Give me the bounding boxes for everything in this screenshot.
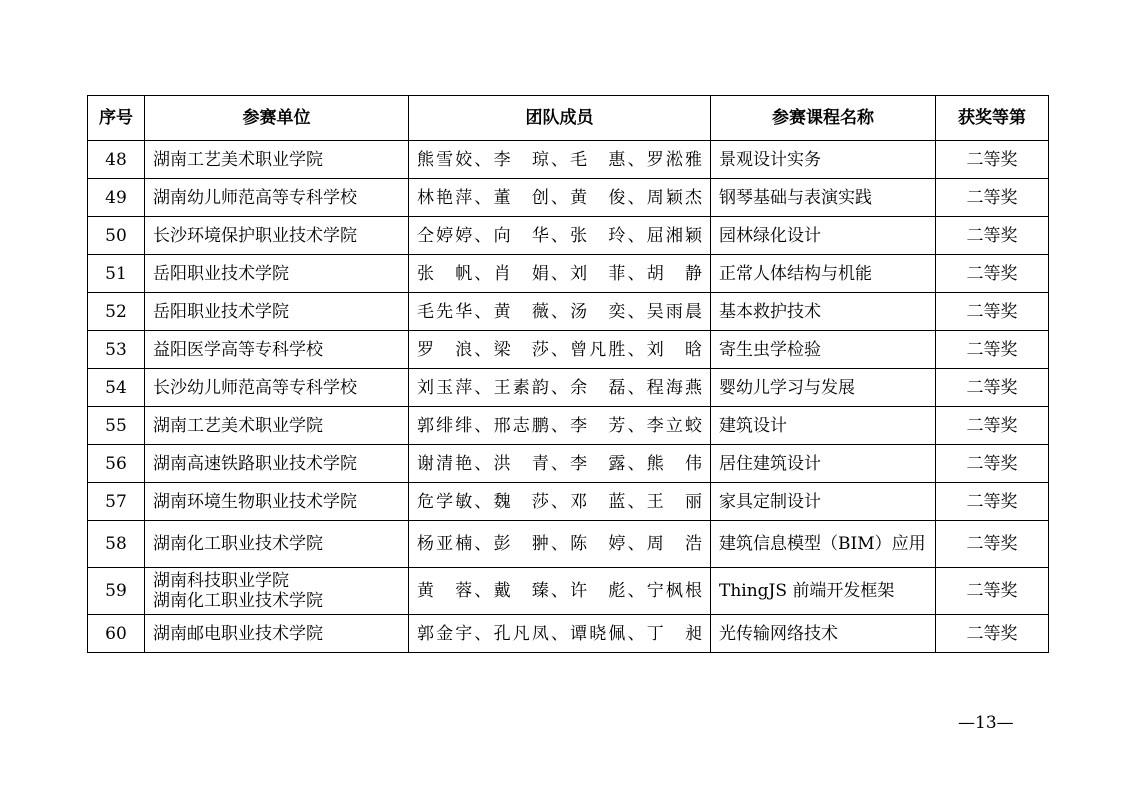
- unit-name: 湖南邮电职业技术学院: [153, 623, 323, 644]
- cell-serial-number: 53: [88, 331, 145, 369]
- cell-course-name: 婴幼儿学习与发展: [711, 369, 936, 407]
- cell-participating-unit: [145, 521, 409, 568]
- unit-name: 长沙幼儿师范高等专科学校: [153, 377, 357, 398]
- cell-team-members: 郭绯绯、邢志鹏、李 芳、李立蛟: [409, 407, 711, 445]
- cell-team-members: 熊雪姣、李 琼、毛 惠、罗淞雅: [409, 141, 711, 179]
- cell-participating-unit: [145, 255, 409, 293]
- table-row: [88, 615, 1049, 653]
- table-row: [88, 217, 1049, 255]
- cell-serial-number: 58: [88, 521, 145, 568]
- table-body: [88, 141, 1049, 653]
- cell-award-level: 二等奖: [936, 369, 1049, 407]
- cell-team-members: 杨亚楠、彭 翀、陈 婷、周 浩: [409, 521, 711, 568]
- table-row: [88, 255, 1049, 293]
- cell-participating-unit: [145, 445, 409, 483]
- cell-participating-unit: [145, 217, 409, 255]
- cell-team-members: 黄 蓉、戴 臻、许 彪、宁枫根: [409, 568, 711, 615]
- cell-team-members: 刘玉萍、王素韵、余 磊、程海燕: [409, 369, 711, 407]
- table-row: [88, 141, 1049, 179]
- table-row: [88, 407, 1049, 445]
- cell-participating-unit: [145, 615, 409, 653]
- cell-course-name: 居住建筑设计: [711, 445, 936, 483]
- table-row: [88, 331, 1049, 369]
- cell-serial-number: 49: [88, 179, 145, 217]
- cell-award-level: 二等奖: [936, 331, 1049, 369]
- awards-table: [87, 95, 1049, 653]
- cell-serial-number: 51: [88, 255, 145, 293]
- cell-course-name: 寄生虫学检验: [711, 331, 936, 369]
- cell-course-name: 钢琴基础与表演实践: [711, 179, 936, 217]
- cell-serial-number: 59: [88, 568, 145, 615]
- cell-award-level: 二等奖: [936, 179, 1049, 217]
- unit-name: 长沙环境保护职业技术学院: [153, 225, 357, 246]
- cell-team-members: 毛先华、黄 薇、汤 奕、吴雨晨: [409, 293, 711, 331]
- cell-course-name: 建筑信息模型（BIM）应用: [711, 521, 936, 568]
- cell-team-members: 仝婷婷、向 华、张 玲、屈湘颖: [409, 217, 711, 255]
- cell-serial-number: 55: [88, 407, 145, 445]
- cell-participating-unit: [145, 331, 409, 369]
- cell-award-level: 二等奖: [936, 521, 1049, 568]
- cell-award-level: 二等奖: [936, 483, 1049, 521]
- table-row: [88, 521, 1049, 568]
- cell-award-level: 二等奖: [936, 217, 1049, 255]
- cell-award-level: 二等奖: [936, 293, 1049, 331]
- cell-course-name: ThingJS 前端开发框架: [711, 568, 936, 615]
- header-course-name: 参赛课程名称: [711, 96, 936, 141]
- unit-name: 益阳医学高等专科学校: [153, 339, 323, 360]
- cell-course-name: 园林绿化设计: [711, 217, 936, 255]
- cell-team-members: 危学敏、魏 莎、邓 蓝、王 丽: [409, 483, 711, 521]
- cell-participating-unit: [145, 179, 409, 217]
- cell-award-level: 二等奖: [936, 141, 1049, 179]
- cell-serial-number: 56: [88, 445, 145, 483]
- unit-name: 湖南化工职业技术学院: [153, 591, 323, 611]
- cell-award-level: 二等奖: [936, 255, 1049, 293]
- cell-serial-number: 50: [88, 217, 145, 255]
- cell-serial-number: 57: [88, 483, 145, 521]
- cell-course-name: 基本救护技术: [711, 293, 936, 331]
- cell-award-level: 二等奖: [936, 568, 1049, 615]
- unit-name: 岳阳职业技术学院: [153, 301, 289, 322]
- cell-team-members: 张 帆、肖 娟、刘 菲、胡 静: [409, 255, 711, 293]
- cell-course-name: 建筑设计: [711, 407, 936, 445]
- cell-participating-unit: [145, 293, 409, 331]
- unit-name: 湖南环境生物职业技术学院: [153, 491, 357, 512]
- cell-team-members: 林艳萍、董 创、黄 俊、周颖杰: [409, 179, 711, 217]
- cell-serial-number: 48: [88, 141, 145, 179]
- cell-participating-unit: [145, 568, 409, 615]
- unit-name: 湖南工艺美术职业学院: [153, 149, 323, 170]
- cell-team-members: 谢清艳、洪 青、李 露、熊 伟: [409, 445, 711, 483]
- cell-award-level: 二等奖: [936, 615, 1049, 653]
- table-row: [88, 445, 1049, 483]
- cell-award-level: 二等奖: [936, 407, 1049, 445]
- cell-participating-unit: [145, 483, 409, 521]
- table-row: [88, 293, 1049, 331]
- unit-name: 湖南化工职业技术学院: [153, 534, 323, 554]
- unit-name: 湖南幼儿师范高等专科学校: [153, 187, 357, 208]
- header-award-level: 获奖等第: [936, 96, 1049, 141]
- cell-award-level: 二等奖: [936, 445, 1049, 483]
- cell-team-members: 郭金宇、孔凡凤、谭晓佩、丁 昶: [409, 615, 711, 653]
- header-participating-unit: 参赛单位: [145, 96, 409, 141]
- cell-course-name: 正常人体结构与机能: [711, 255, 936, 293]
- cell-participating-unit: [145, 369, 409, 407]
- header-team-members: 团队成员: [409, 96, 711, 141]
- cell-course-name: 光传输网络技术: [711, 615, 936, 653]
- table-row: [88, 369, 1049, 407]
- table-row: [88, 179, 1049, 217]
- cell-participating-unit: [145, 141, 409, 179]
- cell-participating-unit: [145, 407, 409, 445]
- unit-name: 岳阳职业技术学院: [153, 263, 289, 284]
- cell-course-name: 家具定制设计: [711, 483, 936, 521]
- cell-team-members: 罗 浪、梁 莎、曾凡胜、刘 晗: [409, 331, 711, 369]
- table-row: [88, 483, 1049, 521]
- unit-name: 湖南工艺美术职业学院: [153, 415, 323, 436]
- cell-serial-number: 52: [88, 293, 145, 331]
- unit-name: 湖南高速铁路职业技术学院: [153, 453, 357, 474]
- header-serial-number: 序号: [88, 96, 145, 141]
- table-row: [88, 568, 1049, 615]
- unit-name: 湖南科技职业学院: [153, 571, 289, 591]
- cell-serial-number: 54: [88, 369, 145, 407]
- page-number: —13—: [958, 713, 1014, 733]
- cell-serial-number: 60: [88, 615, 145, 653]
- cell-course-name: 景观设计实务: [711, 141, 936, 179]
- table-header-row: [88, 96, 1049, 141]
